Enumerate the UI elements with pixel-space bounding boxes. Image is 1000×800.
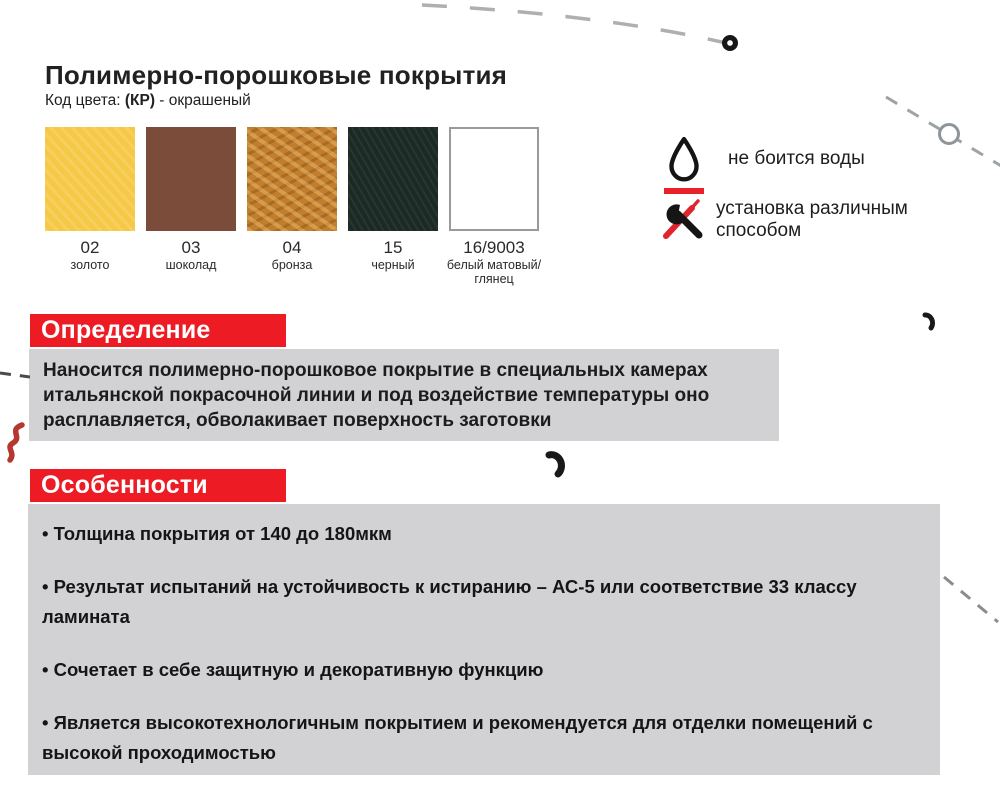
- swatch-code: 03: [181, 238, 201, 257]
- color-swatch: [146, 127, 236, 286]
- water-drop-icon: [665, 136, 703, 184]
- feature-label: установка различным способом: [716, 198, 908, 241]
- tools-icon: [656, 196, 704, 242]
- definition-text-block: Наносится полимерно-порошковое покрытие в специальных камерах итальянской покрасочной линии и под воздействие температуры оно расплавляется, обволакивает поверхность заготовки: [29, 349, 779, 441]
- feature-bullet: • Толщина покрытия от 140 до 180мкм: [42, 519, 916, 549]
- swatch-code: 02: [80, 238, 100, 257]
- swatch-color-chip: [247, 127, 337, 231]
- subtitle-code: (КР): [124, 92, 155, 109]
- swatch-code: 04: [282, 238, 302, 257]
- subtitle-prefix: Код цвета:: [45, 92, 125, 109]
- feature-bullet: • Сочетает в себе защитную и декоративную функцию: [42, 655, 916, 685]
- feature-label: не боится воды: [728, 148, 865, 169]
- section-heading-definition: Определение: [30, 314, 286, 347]
- swatch-name: белый матовый/глянец: [446, 258, 542, 286]
- dashed-curve-top-decoration: [415, 0, 745, 52]
- swatch-name: шоколад: [165, 258, 217, 272]
- feature-water: [662, 136, 865, 194]
- red-underline-decoration: [664, 188, 704, 194]
- dashed-line-bottom-right-decoration: [940, 572, 1000, 627]
- swatch-color-chip: [146, 127, 236, 231]
- features-text-block: [28, 504, 940, 775]
- red-squiggle-decoration: [2, 422, 30, 464]
- swatch-name: черный: [371, 258, 415, 272]
- swatch-code: 15: [383, 238, 403, 257]
- feature-bullet: • Является высокотехнологичным покрытием и рекомендуется для отделки помещений с высокой проходимостью: [42, 708, 916, 768]
- swatch-code: 16/9003: [463, 238, 525, 257]
- ring-decoration: [938, 123, 960, 145]
- swatch-color-chip: [45, 127, 135, 231]
- color-code-subtitle: [45, 92, 251, 110]
- color-swatch-row: [45, 127, 545, 286]
- feature-bullet: • Результат испытаний на устойчивость к истиранию – АС-5 или соответствие 33 классу ламината: [42, 572, 916, 632]
- swatch-color-chip: [449, 127, 539, 231]
- color-swatch: [446, 127, 542, 286]
- swatch-name: бронза: [271, 258, 313, 272]
- dot-decoration: [722, 35, 738, 51]
- feature-installation: [656, 196, 948, 242]
- color-swatch: [247, 127, 337, 286]
- dashes-left-decoration: [0, 369, 30, 381]
- section-heading-features: Особенности: [30, 469, 286, 502]
- color-swatch: [348, 127, 438, 286]
- color-swatch: [45, 127, 135, 286]
- swatch-color-chip: [348, 127, 438, 231]
- swatch-name: золото: [70, 258, 110, 272]
- subtitle-suffix: - окрашеный: [155, 92, 251, 109]
- page-title: Полимерно-порошковые покрытия: [45, 60, 508, 90]
- comma-decoration: [544, 450, 566, 480]
- comma-decoration: [921, 311, 937, 333]
